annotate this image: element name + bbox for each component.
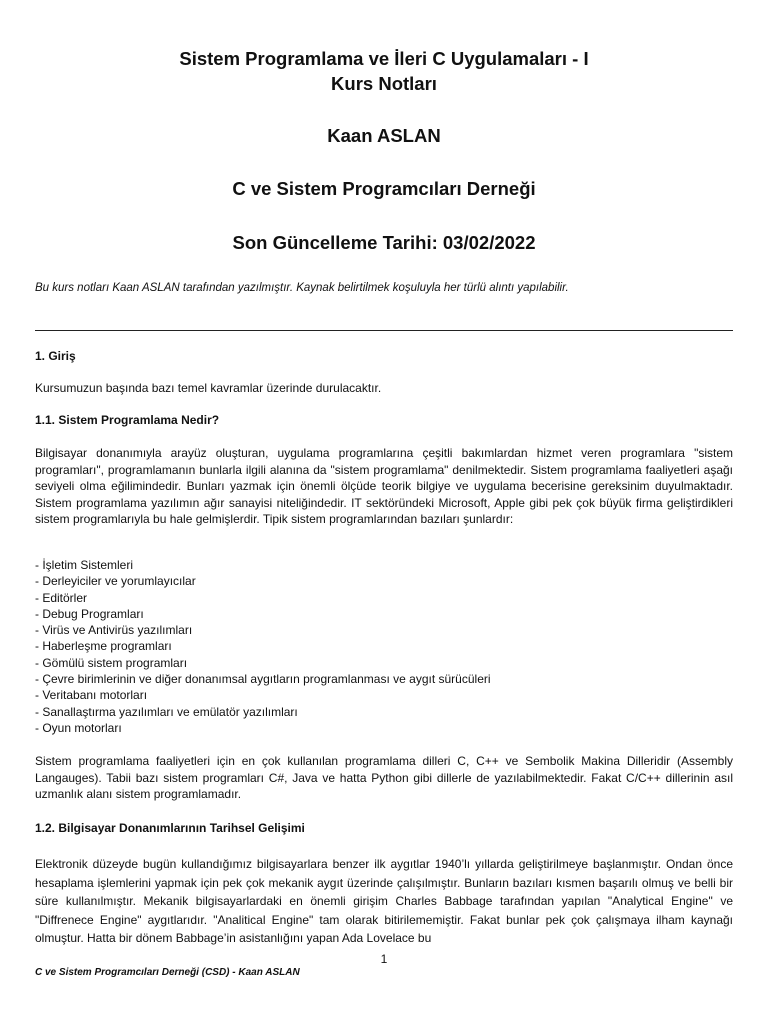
list-item: - Çevre birimlerinin ve diğer donanımsal aygıtların programlanması ve aygıt sürücüleri (35, 672, 491, 687)
section-1-2-paragraph: Elektronik düzeyde bugün kullandığımız bilgisayarlara benzer ilk aygıtlar 1940’lı yıllarda geliştirilmeye başlanmıştır. Ondan önce hesaplama işlemlerini yapmak için pek çok mekanik aygıt üzerinde çalışılmıştır. Bunların bazıları kısmen başarılı olmuş ve belli bir süre kullanılmıştır. Mekanik bilgisayarlardaki en önemli girişim Charles Babbage tarafından yapılan "Analytical Engine" ve "Diffrenece Engine" aygıtlarıdır. "Analitical Engine" tam olarak bitirilememiştir. Fakat bunlar pek çok çalışmaya ilham kaynağı olmuştur. Hatta bir dönem Babbage’in asistanlığını yapan Ada Lovelace bu (35, 857, 733, 946)
last-updated: Son Güncelleme Tarihi: 03/02/2022 (232, 232, 536, 253)
list-item: - Debug Programları (35, 606, 144, 621)
author-name: Kaan ASLAN (327, 125, 441, 146)
list-item: - Haberleşme programları (35, 639, 172, 654)
section-1-1-heading: 1.1. Sistem Programlama Nedir? (35, 413, 220, 427)
list-item: - İşletim Sistemleri (35, 558, 134, 572)
section-1-1-paragraph: Bilgisayar donanımıyla arayüz oluşturan, uygulama programlarına çeşitli bakımlardan hizmet veren programlara "sistem programları", programlamanın bunlarla ilgili alanına da "sistem programlama" denilmektedir. Sistem programlama faaliyetleri aşağı seviyeli olma eğilimindedir. Bunları yazmak için önemli ölçüde teorik bilgiye ve uygulama becerisine gereksinim duyulmaktadır. Sistem programlama yazılımın ağır sanayisi niteliğindedir. IT sektöründeki Microsoft, Apple gibi pek çok büyük firma geliştirdikleri sistem programlarıyla bu hale gelmişlerdir. Tipik sistem programlarından bazıları şunlardır: (35, 446, 733, 526)
system-programs-list (35, 557, 733, 736)
page-number: 1 (380, 952, 388, 966)
list-item: - Editörler (35, 590, 88, 605)
document-title (0, 46, 768, 96)
horizontal-divider (35, 330, 733, 331)
section-1-2-heading: 1.2. Bilgisayar Donanımlarının Tarihsel Gelişimi (35, 821, 305, 835)
list-item: - Sanallaştırma yazılımları ve emülatör yazılımları (35, 704, 298, 719)
languages-paragraph: Sistem programlama faaliyetleri için en çok kullanılan programlama dilleri C, C++ ve Sembolik Makina Dilleridir (Assembly Langauges). Tabii bazı sistem programları C#, Java ve hatta Python gibi dillerle de yazılabilmektedir. Fakat C/C++ dillerinin asıl uzmanlık alanı sistem programlamadır. (35, 754, 733, 801)
page-footer: C ve Sistem Programcıları Derneği (CSD) - Kaan ASLAN (35, 967, 300, 978)
section-1-heading: 1. Giriş (35, 349, 76, 363)
copyright-note: Bu kurs notları Kaan ASLAN tarafından yazılmıştır. Kaynak belirtilmek koşuluyla her türlü alıntı yapılabilir. (35, 282, 569, 294)
list-item: - Virüs ve Antivirüs yazılımları (35, 623, 193, 638)
list-item: - Gömülü sistem programları (35, 655, 188, 670)
list-item: - Derleyiciler ve yorumlayıcılar (35, 574, 196, 589)
title-line-2: Kurs Notları (331, 73, 437, 94)
organization-name: C ve Sistem Programcıları Derneği (232, 178, 536, 199)
list-item: - Oyun motorları (35, 720, 122, 735)
title-line-1: Sistem Programlama ve İleri C Uygulamaları - I (179, 48, 589, 69)
list-item: - Veritabanı motorları (35, 688, 148, 703)
section-1-intro: Kursumuzun başında bazı temel kavramlar üzerinde durulacaktır. (35, 381, 382, 395)
